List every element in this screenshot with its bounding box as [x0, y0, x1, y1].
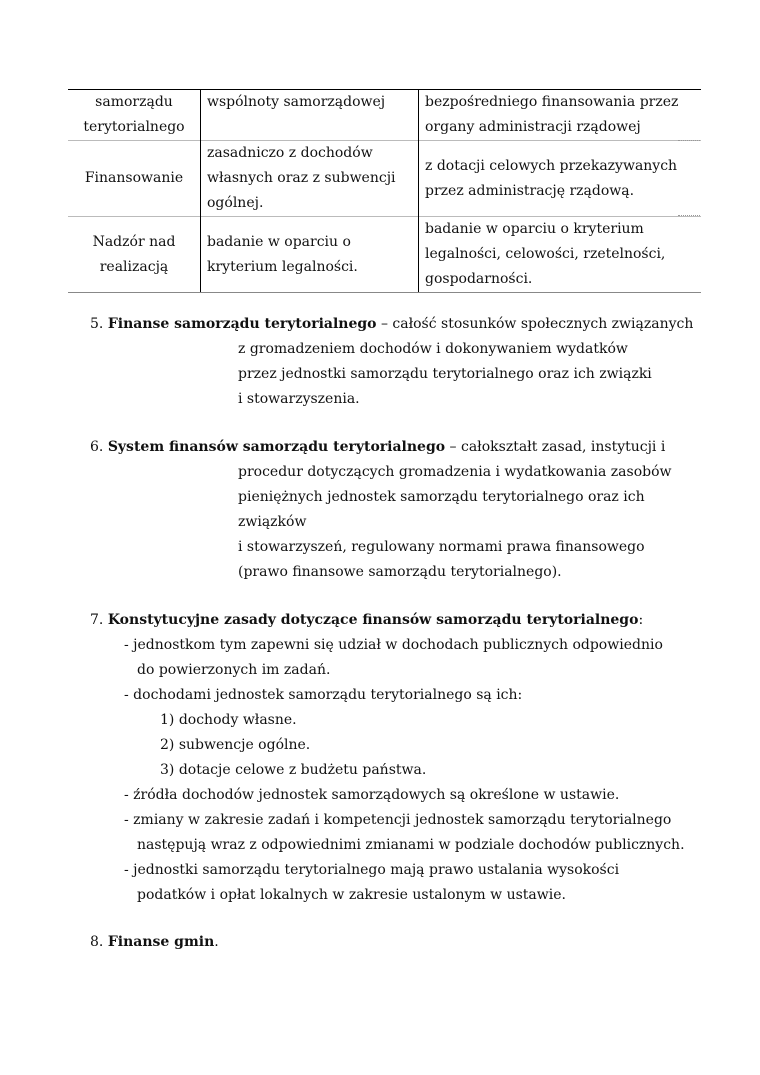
section-7 [90, 608, 710, 908]
cell-line: przez administrację rządową. [425, 182, 635, 199]
section-term: Finanse samorządu terytorialnego [107, 316, 377, 332]
cell-line: ogólnej. [207, 195, 264, 211]
definition-line: pieniężnych jednostek samorządu terytorialnego oraz ich [238, 489, 645, 505]
cell-line: legalności, celowości, rzetelności, [425, 246, 666, 262]
table-cell [419, 141, 702, 217]
table-cell [201, 217, 419, 293]
cell-line: badanie w oparciu o [207, 233, 351, 250]
table-cell [68, 90, 201, 141]
table-cell [68, 141, 201, 217]
cell-line: własnych oraz z subwencji [207, 170, 396, 186]
cell-line: Finansowanie [84, 170, 184, 186]
section-heading-line [90, 435, 710, 460]
cell-line: realizacją [99, 258, 169, 275]
section-heading-line [90, 930, 710, 955]
section-8 [90, 930, 710, 955]
section-text: – całość stosunków społecznych związanych [376, 316, 694, 332]
section-heading-line [90, 312, 710, 337]
section-number: 5. [90, 316, 104, 332]
section-text: . [214, 934, 219, 950]
table-row [68, 90, 701, 141]
cell-line: zasadniczo z dochodów [207, 145, 373, 161]
sub-list-item: 2) subwencje ogólne. [160, 737, 311, 753]
table-cell [419, 217, 702, 293]
table-row [68, 217, 701, 293]
definition-line: procedur dotyczących gromadzenia i wydatkowania zasobów [238, 464, 672, 480]
list-item: - źródła dochodów jednostek samorządowych są określone w ustawie. [124, 787, 620, 803]
section-heading-line [90, 608, 710, 633]
section-term: Konstytucyjne zasady dotyczące finansów samorządu terytorialnego [107, 612, 639, 628]
list-item-text: - jednostkom tym zapewni się udział w dochodach publicznych odpowiednio [124, 637, 663, 653]
table-cell [201, 90, 419, 141]
definition-line: i stowarzyszenia. [238, 391, 360, 407]
table-row [68, 141, 701, 217]
cell-line: terytorialnego [83, 119, 185, 135]
cell-line: badanie w oparciu o kryterium [425, 221, 644, 237]
table-cell [68, 217, 201, 293]
list-item [90, 808, 710, 858]
section-term: System finansów samorządu terytorialnego [107, 439, 446, 455]
definition-line: (prawo finansowe samorządu terytorialnego). [238, 564, 562, 580]
list-item-text: następują wraz z odpowiednimi zmianami w podziale dochodów publicznych. [137, 837, 685, 853]
dotted-divider [678, 140, 700, 141]
list-item [90, 633, 710, 683]
list-item-text: do powierzonych im zadań. [137, 662, 331, 678]
list-item: - dochodami jednostek samorządu terytorialnego są ich: [124, 687, 523, 703]
list-item-text: - jednostki samorządu terytorialnego mają prawo ustalania wysokości [124, 862, 620, 878]
cell-line: wspólnoty samorządowej [207, 94, 386, 110]
list-item-text: - zmiany w zakresie zadań i kompetencji jednostek samorządu terytorialnego [124, 812, 672, 828]
cell-line: gospodarności. [425, 271, 533, 287]
cell-line: samorządu [95, 94, 173, 110]
sub-list-item: 3) dotacje celowe z budżetu państwa. [160, 762, 427, 778]
cell-line: bezpośredniego finansowania przez [425, 94, 679, 110]
table-cell [201, 141, 419, 217]
cell-line: z dotacji celowych przekazywanych [425, 157, 678, 174]
list-item-text: podatków i opłat lokalnych w zakresie ustalonym w ustawie. [137, 887, 566, 903]
cell-line: organy administracji rządowej [425, 119, 641, 135]
definition-line: i stowarzyszeń, regulowany normami prawa finansowego [238, 539, 645, 555]
cell-line: Nadzór nad [92, 233, 176, 250]
section-5 [90, 312, 710, 412]
section-number: 6. [90, 439, 104, 455]
dotted-divider [678, 215, 700, 216]
cell-line: kryterium legalności. [207, 258, 358, 275]
comparison-table [68, 89, 701, 293]
list-item [90, 858, 710, 908]
definition-line: przez jednostki samorządu terytorialnego oraz ich związki [238, 366, 652, 382]
section-number: 8. [90, 934, 104, 950]
section-text: – całokształt zasad, instytucji i [445, 439, 666, 455]
section-term: Finanse gmin [107, 934, 215, 950]
definition-line: związków [238, 514, 307, 530]
definition-line: z gromadzeniem dochodów i dokonywaniem wydatków [238, 341, 628, 357]
section-text: : [638, 612, 644, 628]
section-6 [90, 435, 710, 585]
sub-list-item: 1) dochody własne. [160, 712, 297, 728]
section-number: 7. [90, 612, 104, 628]
table-cell [419, 90, 702, 141]
